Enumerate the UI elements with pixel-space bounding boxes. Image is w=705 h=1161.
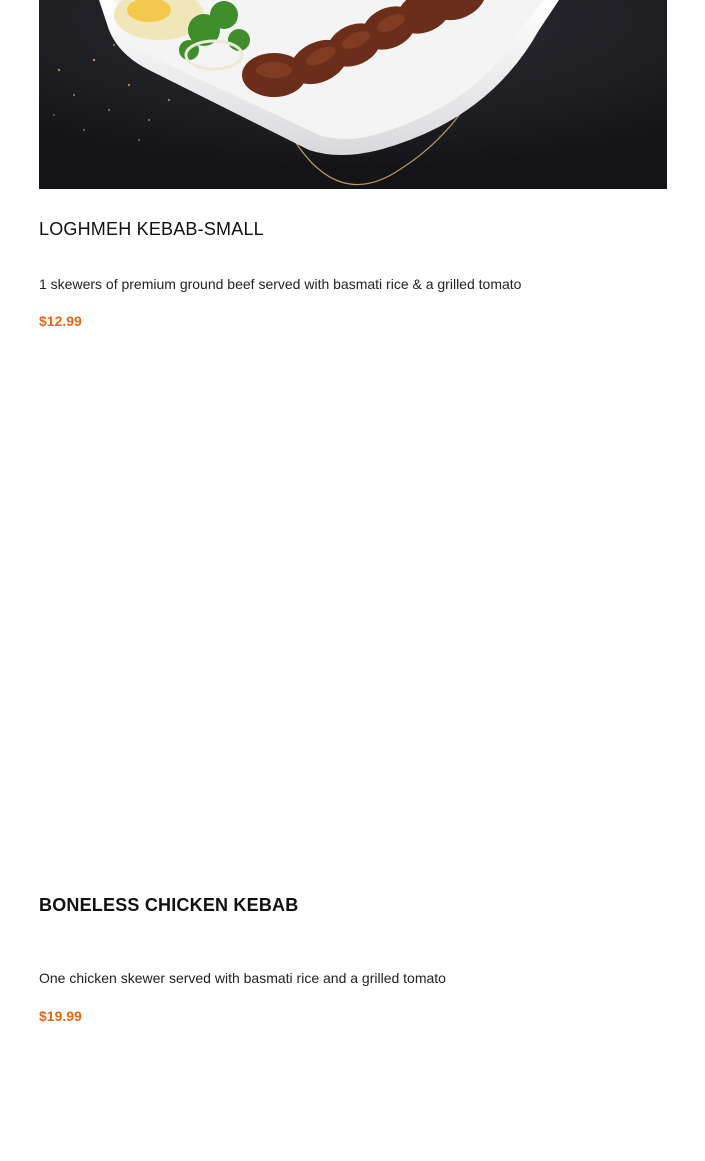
item-description: 1 skewers of premium ground beef served with basmati rice & a grilled tomato xyxy=(39,276,522,292)
item-price: $19.99 xyxy=(39,1008,82,1024)
item-description: One chicken skewer served with basmati rice and a grilled tomato xyxy=(39,970,446,986)
item-title: LOGHMEH KEBAB-SMALL xyxy=(39,219,264,239)
item-price: $12.99 xyxy=(39,313,82,329)
menu-item-boneless-chicken-kebab[interactable] xyxy=(39,860,667,1040)
menu-item-loghmeh-kebab-small[interactable] xyxy=(39,0,667,340)
item-title: BONELESS CHICKEN KEBAB xyxy=(39,895,299,915)
